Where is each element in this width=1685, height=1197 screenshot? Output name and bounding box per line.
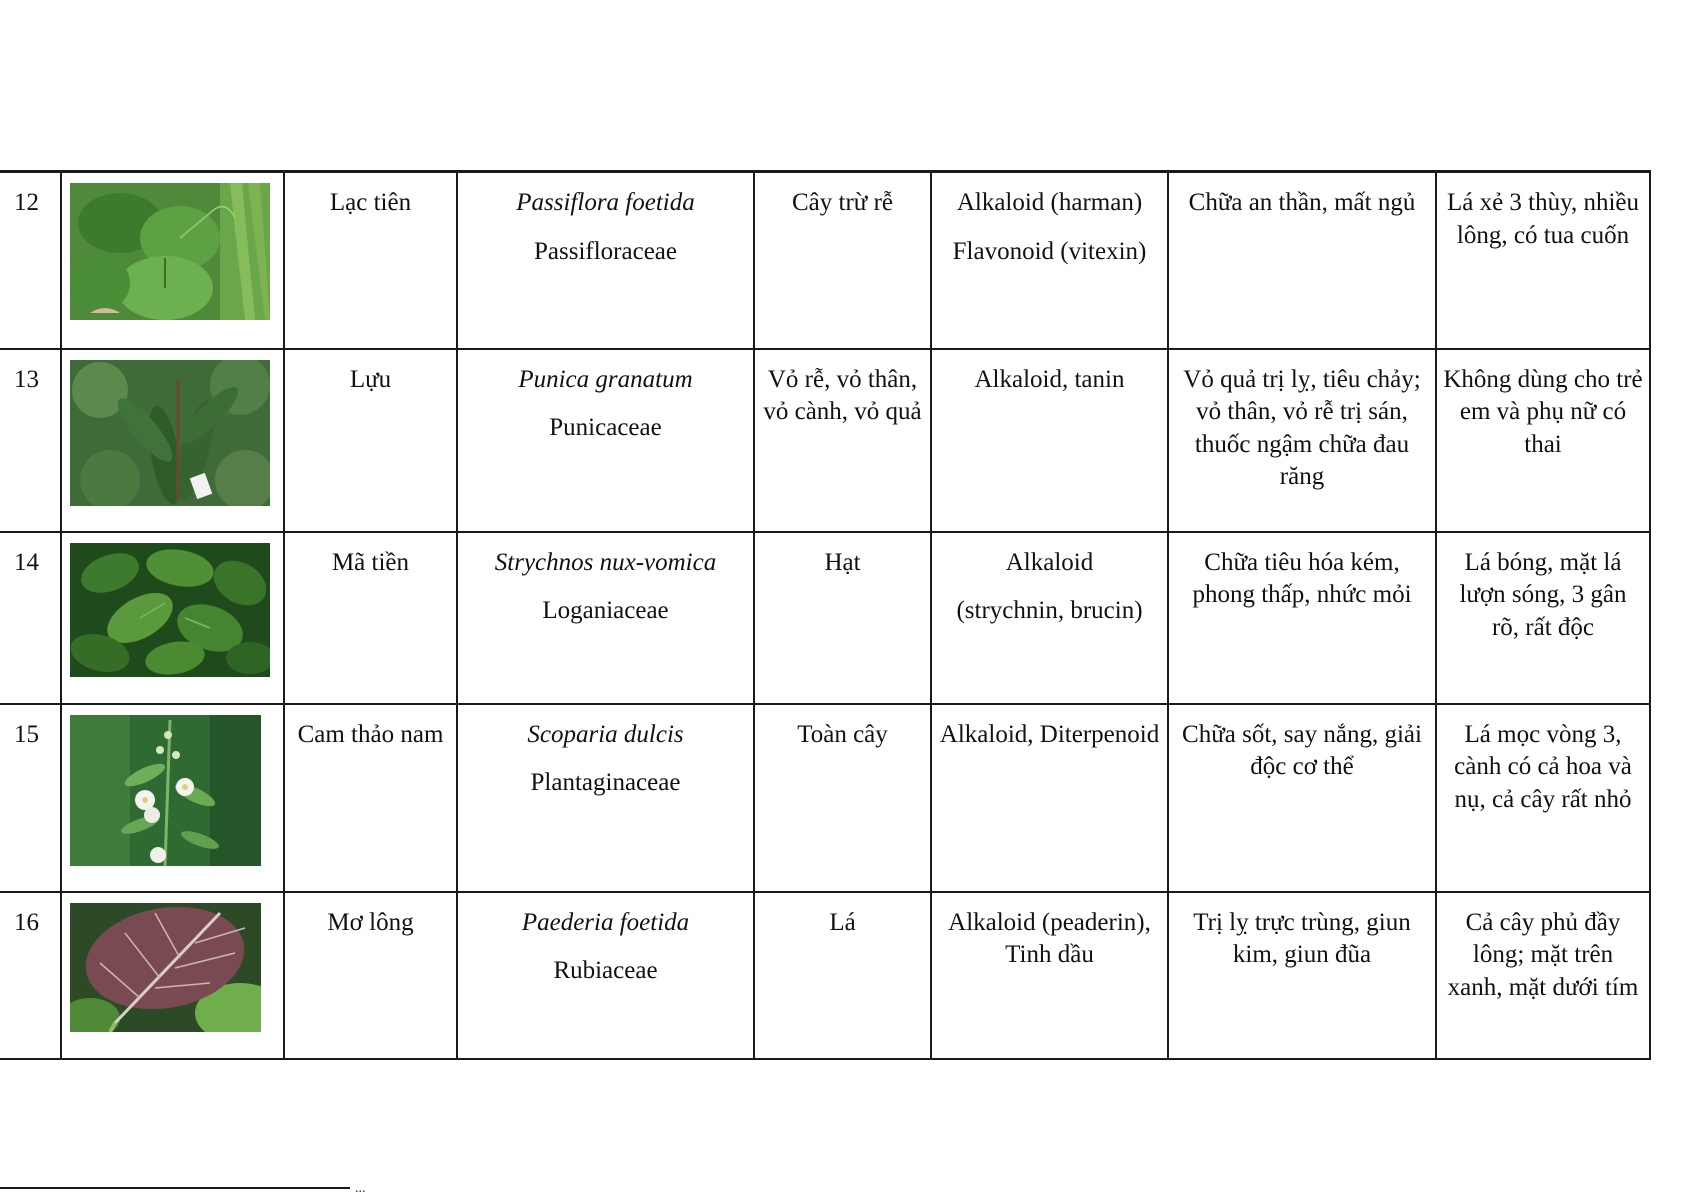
scientific-name-cell bbox=[457, 892, 754, 1059]
medicinal-use: Chữa sốt, say nắng, giải độc cơ thể bbox=[1168, 704, 1436, 892]
common-name: Cam thảo nam bbox=[284, 704, 457, 892]
common-name: Mã tiền bbox=[284, 532, 457, 704]
family-name: Plantaginaceae bbox=[530, 769, 681, 796]
plant-photo-cell bbox=[61, 532, 284, 704]
row-number: 13 bbox=[0, 349, 61, 532]
plant-part: Lá bbox=[754, 892, 931, 1059]
common-name: Lạc tiên bbox=[284, 172, 457, 349]
compound-line: Alkaloid, tanin bbox=[974, 365, 1125, 393]
compound-line: (strychnin, brucin) bbox=[956, 597, 1143, 624]
paederia-leaf-photo bbox=[70, 903, 261, 1032]
scientific-name: Punica granatum bbox=[518, 365, 693, 393]
row-number: 16 bbox=[0, 892, 61, 1059]
passiflora-leaves-photo bbox=[70, 183, 270, 320]
scientific-name-cell bbox=[457, 349, 754, 532]
compounds-cell bbox=[931, 704, 1168, 892]
plant-photo-cell bbox=[61, 349, 284, 532]
compounds-cell bbox=[931, 532, 1168, 704]
compound-line: Alkaloid, Diterpenoid bbox=[939, 720, 1160, 748]
compound-line: Alkaloid (harman) bbox=[956, 189, 1143, 216]
plant-notes: Không dùng cho trẻ em và phụ nữ có thai bbox=[1436, 349, 1650, 532]
plant-notes: Cả cây phủ đầy lông; mặt trên xanh, mặt dưới tím bbox=[1436, 892, 1650, 1059]
family-name: Loganiaceae bbox=[542, 597, 669, 624]
strychnos-leaves-photo bbox=[70, 543, 270, 677]
scoparia-flowers-photo bbox=[70, 715, 261, 866]
row-number: 15 bbox=[0, 704, 61, 892]
compounds-cell bbox=[931, 349, 1168, 532]
scientific-name-cell bbox=[457, 172, 754, 349]
scientific-name: Strychnos nux-vomica bbox=[494, 548, 717, 576]
table-row bbox=[0, 704, 1650, 892]
table-row bbox=[0, 892, 1650, 1059]
compounds-cell bbox=[931, 892, 1168, 1059]
medicinal-use: Trị lỵ trực trùng, giun kim, giun đũa bbox=[1168, 892, 1436, 1059]
punica-leaves-photo bbox=[70, 360, 270, 506]
table-row bbox=[0, 532, 1650, 704]
scientific-name: Passiflora foetida bbox=[516, 189, 695, 216]
row-number: 14 bbox=[0, 532, 61, 704]
plant-notes: Lá mọc vòng 3, cành có cả hoa và nụ, cả cây rất nhỏ bbox=[1436, 704, 1650, 892]
common-name: Mơ lông bbox=[284, 892, 457, 1059]
family-name: Rubiaceae bbox=[553, 957, 658, 984]
scientific-name-cell bbox=[457, 532, 754, 704]
family-name: Punicaceae bbox=[549, 414, 662, 441]
footnote-separator bbox=[0, 1187, 350, 1189]
table-row bbox=[0, 172, 1650, 349]
footnote-fragment: ... bbox=[355, 1181, 366, 1196]
scientific-name: Paederia foetida bbox=[521, 908, 690, 936]
plant-part: Hạt bbox=[754, 532, 931, 704]
compound-line: Alkaloid bbox=[1005, 548, 1094, 576]
medicinal-use: Chữa tiêu hóa kém, phong thấp, nhức mỏi bbox=[1168, 532, 1436, 704]
plant-part: Cây trừ rễ bbox=[754, 172, 931, 349]
compound-line: Flavonoid (vitexin) bbox=[952, 237, 1147, 265]
plant-notes: Lá bóng, mặt lá lượn sóng, 3 gân rõ, rất độc bbox=[1436, 532, 1650, 704]
common-name: Lựu bbox=[284, 349, 457, 532]
plant-part: Toàn cây bbox=[754, 704, 931, 892]
compounds-cell bbox=[931, 172, 1168, 349]
row-number: 12 bbox=[0, 172, 61, 349]
plant-part: Vỏ rễ, vỏ thân, vỏ cành, vỏ quả bbox=[754, 349, 931, 532]
plant-photo-cell bbox=[61, 704, 284, 892]
scientific-name: Scoparia dulcis bbox=[527, 720, 684, 748]
medicinal-use: Chữa an thần, mất ngủ bbox=[1168, 172, 1436, 349]
plant-photo-cell bbox=[61, 892, 284, 1059]
family-name: Passifloraceae bbox=[534, 237, 677, 265]
compound-line: Alkaloid (peaderin), Tinh dầu bbox=[948, 908, 1151, 968]
scientific-name-cell bbox=[457, 704, 754, 892]
table-row bbox=[0, 349, 1650, 532]
medicinal-plants-table bbox=[0, 170, 1651, 1060]
plant-photo-cell bbox=[61, 172, 284, 349]
medicinal-use: Vỏ quả trị lỵ, tiêu chảy; vỏ thân, vỏ rễ trị sán, thuốc ngậm chữa đau răng bbox=[1168, 349, 1436, 532]
plant-notes: Lá xẻ 3 thùy, nhiều lông, có tua cuốn bbox=[1436, 172, 1650, 349]
